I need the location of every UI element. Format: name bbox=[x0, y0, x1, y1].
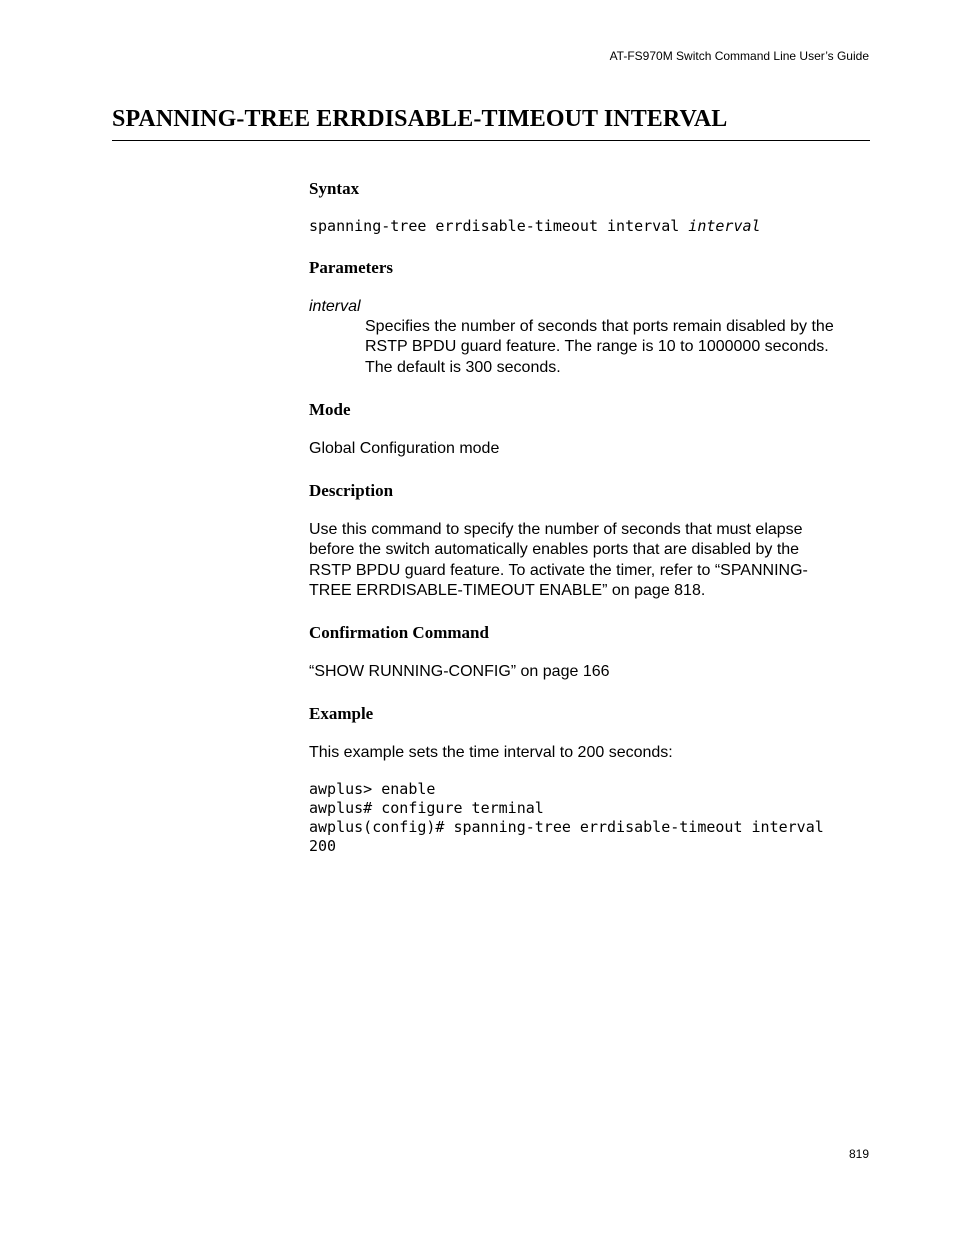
code-line: awplus(config)# spanning-tree errdisable-timeout interval bbox=[309, 818, 824, 836]
example-heading: Example bbox=[309, 704, 374, 723]
parameter-description-line: The default is 300 seconds. bbox=[365, 358, 561, 376]
running-header: AT-FS970M Switch Command Line User’s Guide bbox=[609, 49, 869, 63]
confirmation-text: “SHOW RUNNING-CONFIG” on page 166 bbox=[309, 663, 610, 680]
syntax-argument: interval bbox=[688, 217, 761, 235]
description-line: Use this command to specify the number of seconds that must elapse bbox=[309, 521, 803, 538]
example-intro: This example sets the time interval to 200 seconds: bbox=[309, 744, 673, 761]
code-line: 200 bbox=[309, 837, 337, 855]
confirmation-heading: Confirmation Command bbox=[309, 623, 489, 642]
parameter-description-line: Specifies the number of seconds that ports remain disabled by the bbox=[365, 318, 834, 335]
mode-text: Global Configuration mode bbox=[309, 440, 500, 457]
description-line: TREE ERRDISABLE-TIMEOUT ENABLE” on page 818. bbox=[309, 581, 706, 599]
page-number: 819 bbox=[848, 1147, 869, 1161]
description-text bbox=[309, 520, 869, 601]
code-line: awplus# configure terminal bbox=[309, 799, 544, 817]
syntax-command bbox=[309, 217, 761, 236]
example-code bbox=[309, 780, 824, 856]
description-line: RSTP BPDU guard feature. To activate the timer, refer to “SPANNING- bbox=[309, 561, 808, 579]
parameter-description bbox=[365, 317, 870, 378]
mode-heading: Mode bbox=[309, 400, 351, 419]
syntax-command-text: spanning-tree errdisable-timeout interval bbox=[309, 217, 680, 235]
parameter-name: interval bbox=[309, 298, 361, 315]
parameters-heading: Parameters bbox=[309, 258, 394, 277]
code-line: awplus> enable bbox=[309, 780, 436, 798]
parameter-description-line: RSTP BPDU guard feature. The range is 10 to 1000000 seconds. bbox=[365, 338, 829, 356]
description-line: before the switch automatically enables ports that are disabled by the bbox=[309, 541, 800, 559]
title-rule bbox=[112, 140, 870, 141]
description-heading: Description bbox=[309, 481, 394, 500]
syntax-heading: Syntax bbox=[309, 179, 360, 198]
page-title: SPANNING-TREE ERRDISABLE-TIMEOUT INTERVAL bbox=[112, 106, 728, 132]
